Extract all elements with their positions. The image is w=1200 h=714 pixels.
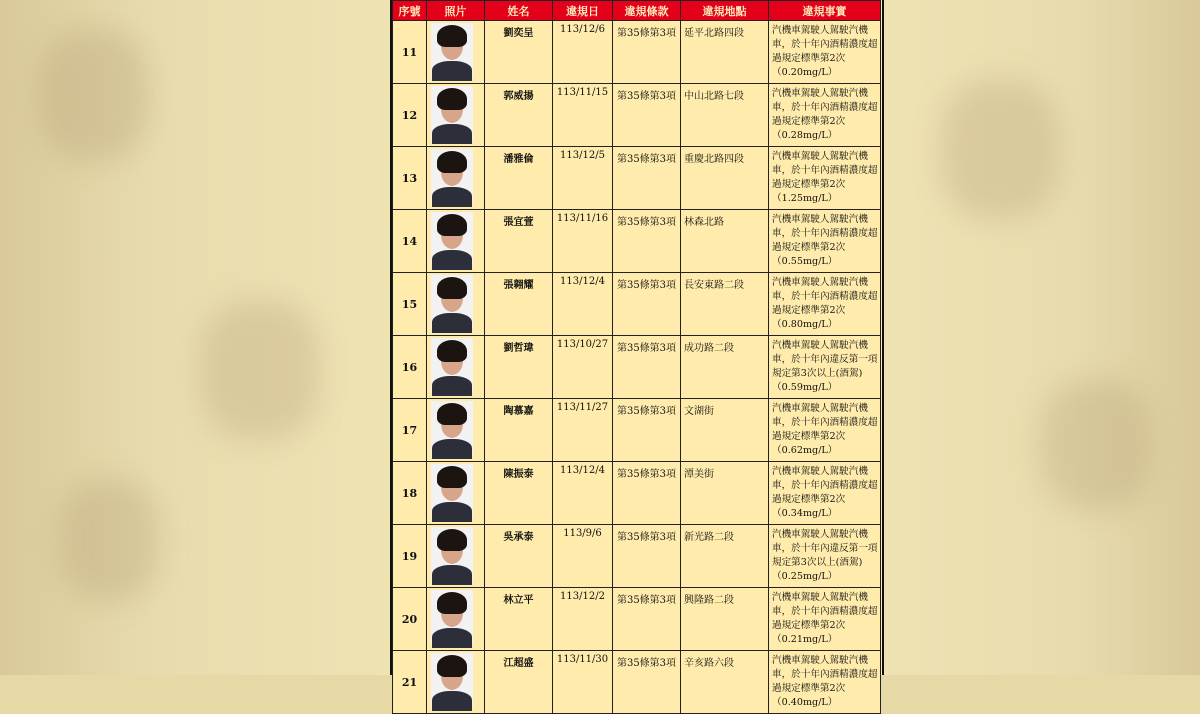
table-row [393, 336, 881, 399]
row-name: 劉奕呈 [485, 21, 553, 84]
row-date: 113/12/5 [553, 147, 613, 210]
row-photo-cell [427, 21, 485, 84]
row-date: 113/9/6 [553, 525, 613, 588]
table-row [393, 651, 881, 714]
row-date: 113/10/27 [553, 336, 613, 399]
person-photo [431, 149, 473, 203]
table-row [393, 462, 881, 525]
row-fact: 汽機車駕駛人駕駛汽機車，於十年內酒精濃度超過規定標準第2次（0.55mg/L） [769, 210, 881, 273]
person-photo [431, 86, 473, 140]
row-law: 第35條第3項 [613, 525, 681, 588]
row-number: 15 [393, 273, 427, 336]
row-name: 吳承泰 [485, 525, 553, 588]
row-place: 長安東路二段 [681, 273, 769, 336]
row-place: 潭美街 [681, 462, 769, 525]
header-date: 違規日 [553, 1, 613, 21]
row-place: 興隆路二段 [681, 588, 769, 651]
row-date: 113/11/27 [553, 399, 613, 462]
row-law: 第35條第3項 [613, 336, 681, 399]
row-number: 18 [393, 462, 427, 525]
row-law: 第35條第3項 [613, 651, 681, 714]
row-date: 113/11/16 [553, 210, 613, 273]
row-date: 113/12/2 [553, 588, 613, 651]
row-fact: 汽機車駕駛人駕駛汽機車，於十年內酒精濃度超過規定標準第2次（0.80mg/L） [769, 273, 881, 336]
row-fact: 汽機車駕駛人駕駛汽機車，於十年內酒精濃度超過規定標準第2次（1.25mg/L） [769, 147, 881, 210]
row-fact: 汽機車駕駛人駕駛汽機車，於十年內違反第一項規定第3次以上(酒駕)（0.25mg/L） [769, 525, 881, 588]
row-photo-cell [427, 651, 485, 714]
person-photo [431, 401, 473, 455]
row-number: 14 [393, 210, 427, 273]
row-photo-cell [427, 147, 485, 210]
person-photo [431, 275, 473, 329]
table-row [393, 21, 881, 84]
person-photo [431, 338, 473, 392]
row-number: 20 [393, 588, 427, 651]
row-date: 113/12/6 [553, 21, 613, 84]
row-place: 文湖街 [681, 399, 769, 462]
header-photo: 照片 [427, 1, 485, 21]
row-name: 江超盛 [485, 651, 553, 714]
row-date: 113/12/4 [553, 462, 613, 525]
row-number: 11 [393, 21, 427, 84]
row-name: 張翱耀 [485, 273, 553, 336]
row-photo-cell [427, 336, 485, 399]
table-row [393, 588, 881, 651]
table-row [393, 147, 881, 210]
row-fact: 汽機車駕駛人駕駛汽機車，於十年內酒精濃度超過規定標準第2次（0.34mg/L） [769, 462, 881, 525]
row-date: 113/11/30 [553, 651, 613, 714]
violator-list-sheet [390, 0, 884, 708]
row-number: 16 [393, 336, 427, 399]
row-fact: 汽機車駕駛人駕駛汽機車，於十年內酒精濃度超過規定標準第2次（0.21mg/L） [769, 588, 881, 651]
person-photo [431, 464, 473, 518]
blurred-background-left [0, 0, 392, 675]
row-name: 陳振泰 [485, 462, 553, 525]
row-place: 辛亥路六段 [681, 651, 769, 714]
row-photo-cell [427, 273, 485, 336]
row-photo-cell [427, 462, 485, 525]
person-photo [431, 590, 473, 644]
header-fact: 違規事實 [769, 1, 881, 21]
row-name: 陶慕嘉 [485, 399, 553, 462]
table-row [393, 525, 881, 588]
row-number: 21 [393, 651, 427, 714]
row-photo-cell [427, 84, 485, 147]
table-row [393, 273, 881, 336]
row-fact: 汽機車駕駛人駕駛汽機車，於十年內酒精濃度超過規定標準第2次（0.28mg/L） [769, 84, 881, 147]
row-number: 13 [393, 147, 427, 210]
table-row [393, 399, 881, 462]
violator-table [392, 0, 881, 714]
header-name: 姓名 [485, 1, 553, 21]
header-law: 違規條款 [613, 1, 681, 21]
row-fact: 汽機車駕駛人駕駛汽機車，於十年內酒精濃度超過規定標準第2次（0.40mg/L） [769, 651, 881, 714]
person-photo [431, 212, 473, 266]
row-law: 第35條第3項 [613, 84, 681, 147]
row-place: 重慶北路四段 [681, 147, 769, 210]
row-name: 郭威揚 [485, 84, 553, 147]
header-place: 違規地點 [681, 1, 769, 21]
row-photo-cell [427, 210, 485, 273]
row-name: 張宜萱 [485, 210, 553, 273]
row-fact: 汽機車駕駛人駕駛汽機車，於十年內酒精濃度超過規定標準第2次（0.62mg/L） [769, 399, 881, 462]
table-header-row [393, 1, 881, 21]
row-number: 17 [393, 399, 427, 462]
person-photo [431, 653, 473, 707]
row-fact: 汽機車駕駛人駕駛汽機車，於十年內違反第一項規定第3次以上(酒駕)（0.59mg/L） [769, 336, 881, 399]
table-body [393, 21, 881, 714]
row-law: 第35條第3項 [613, 21, 681, 84]
row-place: 延平北路四段 [681, 21, 769, 84]
row-name: 潘雅倫 [485, 147, 553, 210]
row-name: 林立平 [485, 588, 553, 651]
row-law: 第35條第3項 [613, 399, 681, 462]
person-photo [431, 23, 473, 77]
row-law: 第35條第3項 [613, 588, 681, 651]
header-number: 序號 [393, 1, 427, 21]
blurred-background-right [880, 0, 1200, 675]
row-law: 第35條第3項 [613, 147, 681, 210]
row-photo-cell [427, 399, 485, 462]
row-number: 12 [393, 84, 427, 147]
row-photo-cell [427, 525, 485, 588]
row-place: 成功路二段 [681, 336, 769, 399]
table-row [393, 210, 881, 273]
row-date: 113/12/4 [553, 273, 613, 336]
row-number: 19 [393, 525, 427, 588]
row-date: 113/11/15 [553, 84, 613, 147]
table-row [393, 84, 881, 147]
row-place: 新光路二段 [681, 525, 769, 588]
row-place: 林森北路 [681, 210, 769, 273]
row-name: 劉哲瑋 [485, 336, 553, 399]
row-photo-cell [427, 588, 485, 651]
row-law: 第35條第3項 [613, 210, 681, 273]
row-fact: 汽機車駕駛人駕駛汽機車，於十年內酒精濃度超過規定標準第2次（0.20mg/L） [769, 21, 881, 84]
row-law: 第35條第3項 [613, 462, 681, 525]
row-place: 中山北路七段 [681, 84, 769, 147]
person-photo [431, 527, 473, 581]
row-law: 第35條第3項 [613, 273, 681, 336]
